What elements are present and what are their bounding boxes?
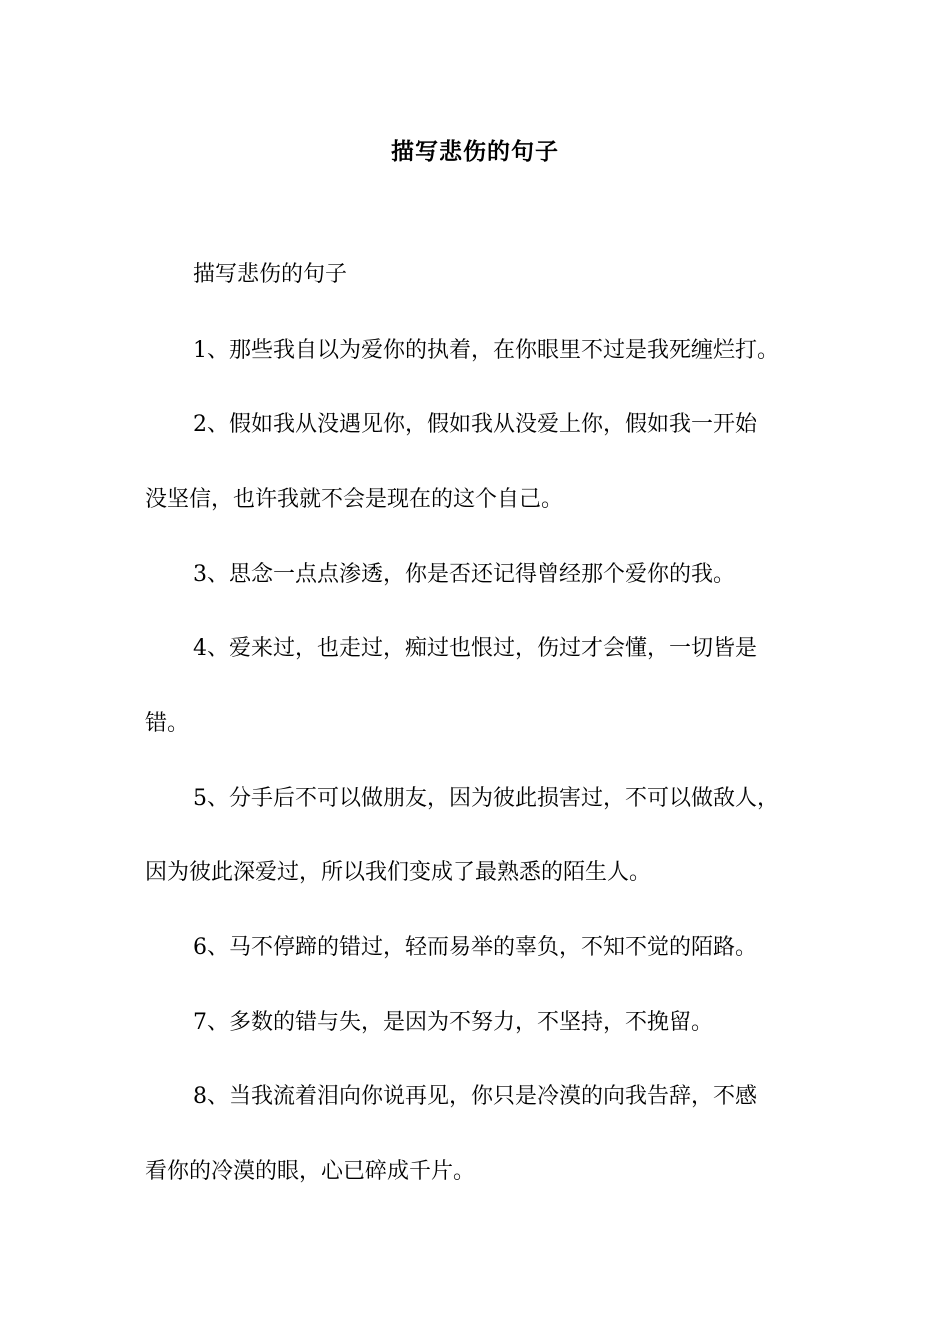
- body-line: 6、马不停蹄的错过，轻而易举的辜负，不知不觉的陌路。: [193, 935, 757, 960]
- body-line: 7、多数的错与失，是因为不努力，不坚持，不挽留。: [193, 1010, 713, 1035]
- subtitle-line: 描写悲伤的句子: [193, 262, 348, 287]
- body-line: 4、爱来过，也走过，痴过也恨过，伤过才会懂，一切皆是: [193, 636, 757, 661]
- body-line: 错。: [145, 711, 190, 736]
- document-title: 描写悲伤的句子: [391, 139, 559, 165]
- body-line: 8、当我流着泪向你说再见，你只是冷漠的向我告辞，不感: [193, 1084, 757, 1109]
- body-line: 1、那些我自以为爱你的执着，在你眼里不过是我死缠烂打。: [193, 338, 779, 363]
- body-line: 3、思念一点点渗透，你是否还记得曾经那个爱你的我。: [193, 562, 735, 587]
- body-line: 没坚信，也许我就不会是现在的这个自己。: [145, 487, 564, 512]
- body-line: 5、分手后不可以做朋友，因为彼此损害过，不可以做敌人，: [193, 786, 779, 811]
- body-line: 因为彼此深爱过，所以我们变成了最熟悉的陌生人。: [145, 860, 652, 885]
- body-line: 2、假如我从没遇见你，假如我从没爱上你，假如我一开始: [193, 412, 757, 437]
- body-line: 看你的冷漠的眼，心已碎成千片。: [145, 1159, 476, 1184]
